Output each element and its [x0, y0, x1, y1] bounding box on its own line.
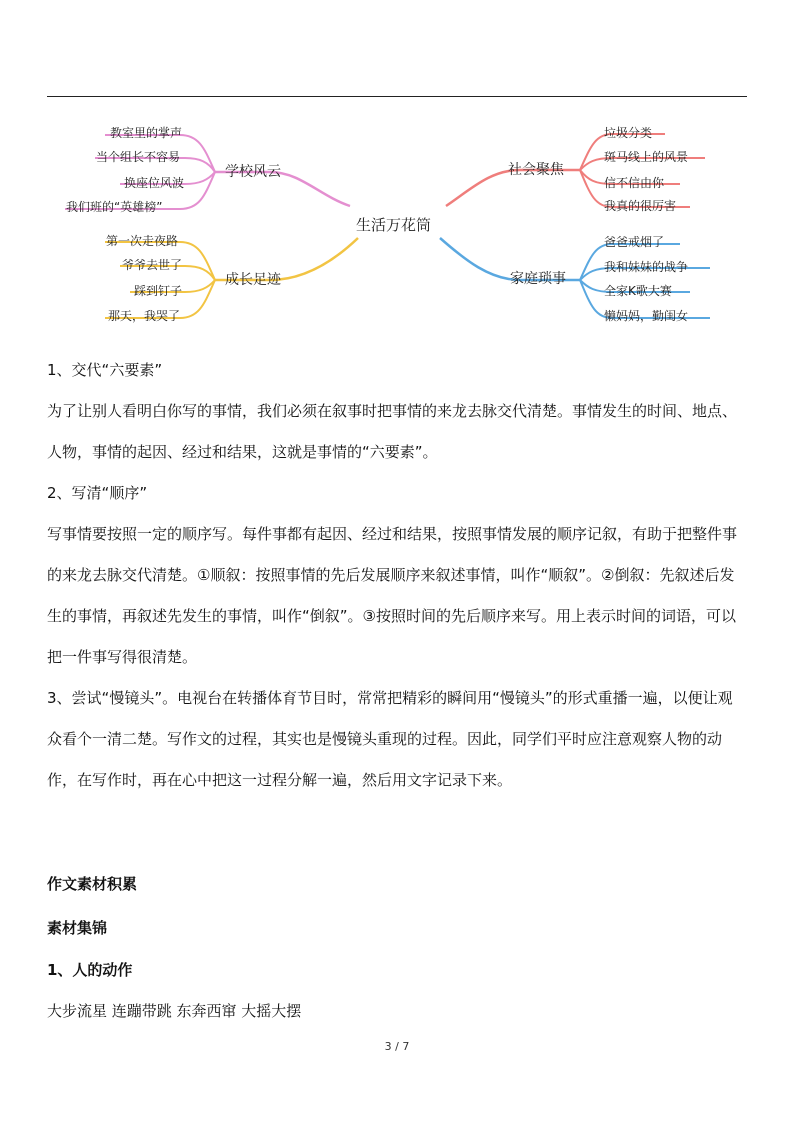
mindmap-center: 生活万花筒 — [356, 216, 432, 234]
branch-growth-item-4: 那天，我哭了 — [108, 309, 181, 323]
branch-school-item-2: 当个组长不容易 — [96, 150, 181, 164]
branch-society — [446, 134, 705, 207]
branch-growth-item-2: 爷爷去世了 — [122, 258, 183, 272]
section-heading-1: 1、交代“六要素” — [47, 361, 163, 379]
branch-school — [65, 135, 350, 209]
branch-family-item-3: 全家K歌大赛 — [604, 284, 672, 298]
branch-society-item-2: 斑马线上的风景 — [604, 150, 689, 164]
title-actions: 1、人的动作 — [47, 961, 133, 979]
paragraph-1: 为了让别人看明白你写的事情，我们必须在叙事时把事情的来龙去脉交代清楚。事情发生的时间、地点、人物，事情的起因、经过和结果，这就是事情的“六要素”。 — [47, 402, 738, 461]
branch-society-item-4: 我真的很厉害 — [604, 199, 677, 213]
mind-map — [0, 110, 794, 335]
branch-family-label: 家庭琐事 — [510, 271, 566, 287]
branch-family — [440, 238, 710, 318]
title-materials: 作文素材积累 — [47, 875, 138, 893]
paragraph-3: 3、尝试“慢镜头”。电视台在转播体育节目时，常常把精彩的瞬间用“慢镜头”的形式重播一遍，以便让观众看个一清二楚。写作文的过程，其实也是慢镜头重现的过程。因此，同学们平时应注意观察人物的动作，在写作时，再在心中把这一过程分解一遍，然后用文字记录下来。 — [47, 689, 733, 789]
paragraph-2: 写事情要按照一定的顺序写。每件事都有起因、经过和结果，按照事情发展的顺序记叙，有助于把整件事的来龙去脉交代清楚。①顺叙：按照事情的先后发展顺序来叙述事情，叫作“顺叙”。②倒叙：先叙述后发生的事情，再叙述先发生的事情，叫作“倒叙”。③按照时间的先后顺序来写。用上表示时间的词语，可以把一件事写得很清楚。 — [47, 525, 738, 666]
branch-school-item-3: 换座位风波 — [124, 176, 185, 190]
action-phrases: 大步流星 连蹦带跳 东奔西窜 大摇大摆 — [47, 1002, 302, 1020]
section-heading-2: 2、写清“顺序” — [47, 484, 148, 502]
branch-growth-label: 成长足迹 — [225, 272, 281, 288]
header-rule — [47, 96, 747, 97]
branch-family-item-1: 爸爸戒烟了 — [604, 235, 665, 249]
branch-society-item-3: 信不信由你 — [604, 176, 665, 190]
branch-family-item-4: 懒妈妈，勤闺女 — [604, 309, 689, 323]
branch-family-item-2: 我和妹妹的战争 — [604, 260, 689, 274]
page-number: 3 / 7 — [384, 1040, 410, 1053]
branch-society-label: 社会聚焦 — [508, 162, 564, 178]
branch-growth-item-1: 第一次走夜路 — [106, 234, 179, 248]
branch-society-item-1: 垃圾分类 — [604, 126, 653, 140]
title-collection: 素材集锦 — [47, 919, 108, 937]
branch-school-item-1: 教室里的掌声 — [110, 126, 183, 140]
branch-school-item-4: 我们班的“英雄榜” — [66, 200, 163, 214]
branch-school-label: 学校风云 — [225, 164, 281, 180]
branch-growth-item-3: 踩到钉子 — [134, 284, 183, 298]
